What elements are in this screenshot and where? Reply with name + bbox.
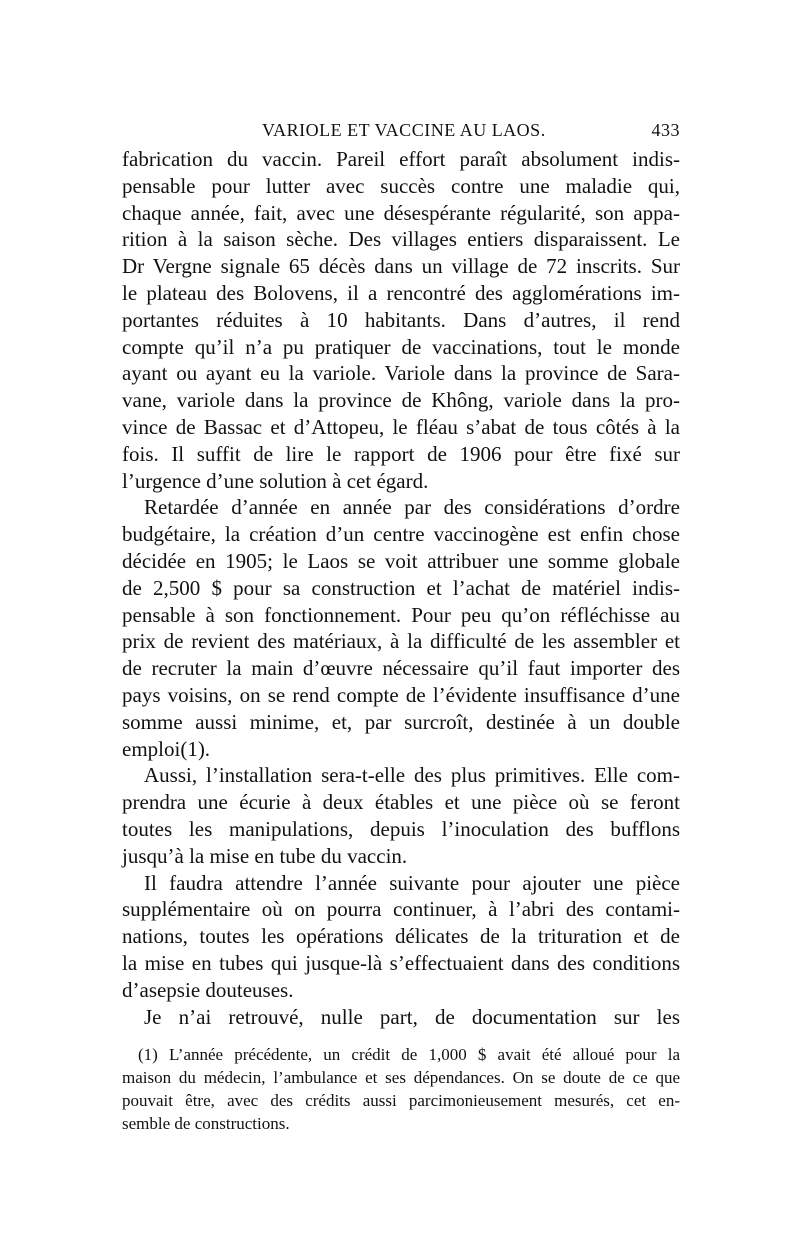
- paragraph-start-line: Je n’ai retrouvé, nulle part, de documentation sur les: [144, 1004, 680, 1029]
- footnote-line: (1) L’année précédente, un crédit de 1,000 $ avait été alloué pour la: [138, 1045, 680, 1064]
- footnote-line: pouvait être, avec des crédits aussi parcimonieusement mesurés, cet en-: [122, 1091, 680, 1110]
- text-line: Dr Vergne signale 65 décès dans un village de 72 inscrits. Sur: [122, 254, 680, 279]
- paragraph-start-line: Retardée d’année en année par des considérations d’ordre: [144, 495, 680, 520]
- text-line: pensable à son fonctionnement. Pour peu qu’on réfléchisse au: [122, 602, 680, 627]
- text-line: emploi(1).: [122, 736, 211, 761]
- text-line: prix de revient des matériaux, à la difficulté de les assembler et: [122, 629, 680, 654]
- footnote: [122, 1043, 680, 1135]
- text-line: rition à la saison sèche. Des villages entiers disparaissent. Le: [122, 227, 680, 252]
- text-line: supplémentaire où on pourra continuer, à l’abri des contami-: [122, 897, 680, 922]
- footnote-line: maison du médecin, l’ambulance et ses dépendances. On se doute de ce que: [122, 1068, 680, 1087]
- text-line: vane, variole dans la province de Không, variole dans la pro-: [122, 388, 680, 413]
- body-text: [122, 146, 680, 1030]
- text-line: décidée en 1905; le Laos se voit attribuer une somme globale: [122, 548, 680, 573]
- running-title: VARIOLE ET VACCINE AU LAOS.: [262, 120, 546, 140]
- paragraph-start-line: Aussi, l’installation sera-t-elle des plus primitives. Elle com-: [144, 763, 680, 788]
- text-line: d’asepsie douteuses.: [122, 977, 294, 1002]
- text-line: prendra une écurie à deux étables et une pièce où se feront: [122, 790, 680, 815]
- text-line: de recruter la main d’œuvre nécessaire qu’il faut importer des: [122, 656, 680, 681]
- text-line: fois. Il suffit de lire le rapport de 1906 pour être fixé sur: [122, 441, 680, 466]
- text-line: vince de Bassac et d’Attopeu, le fléau s’abat de tous côtés à la: [122, 414, 680, 439]
- text-line: pays voisins, on se rend compte de l’évidente insuffisance d’une: [122, 682, 680, 707]
- text-line: budgétaire, la création d’un centre vaccinogène est enfin chose: [122, 522, 680, 547]
- text-line: nations, toutes les opérations délicates de la trituration et de: [122, 924, 680, 949]
- text-line: fabrication du vaccin. Pareil effort paraît absolument indis-: [122, 147, 680, 171]
- text-line: jusqu’à la mise en tube du vaccin.: [122, 843, 408, 868]
- page-number: 433: [651, 120, 680, 140]
- text-line: chaque année, fait, avec une désespérante régularité, son appa-: [122, 200, 680, 225]
- text-line: compte qu’il n’a pu pratiquer de vaccinations, tout le monde: [122, 334, 680, 359]
- footnote-line: semble de constructions.: [122, 1114, 290, 1133]
- text-line: portantes réduites à 10 habitants. Dans d’autres, il rend: [122, 307, 680, 332]
- text-line: toutes les manipulations, depuis l’inoculation des bufflons: [122, 816, 680, 841]
- running-header: [122, 118, 680, 146]
- text-line: pensable pour lutter avec succès contre une maladie qui,: [122, 173, 680, 198]
- text-line: l’urgence d’une solution à cet égard.: [122, 468, 429, 493]
- text-line: ayant ou ayant eu la variole. Variole dans la province de Sara-: [122, 361, 680, 386]
- paragraph-start-line: Il faudra attendre l’année suivante pour ajouter une pièce: [144, 870, 680, 895]
- text-line: le plateau des Bolovens, il a rencontré des agglomérations im-: [122, 280, 680, 305]
- text-line: la mise en tubes qui jusque-là s’effectuaient dans des conditions: [122, 950, 680, 975]
- text-line: somme aussi minime, et, par surcroît, destinée à un double: [122, 709, 680, 734]
- text-line: de 2,500 $ pour sa construction et l’achat de matériel indis-: [122, 575, 680, 600]
